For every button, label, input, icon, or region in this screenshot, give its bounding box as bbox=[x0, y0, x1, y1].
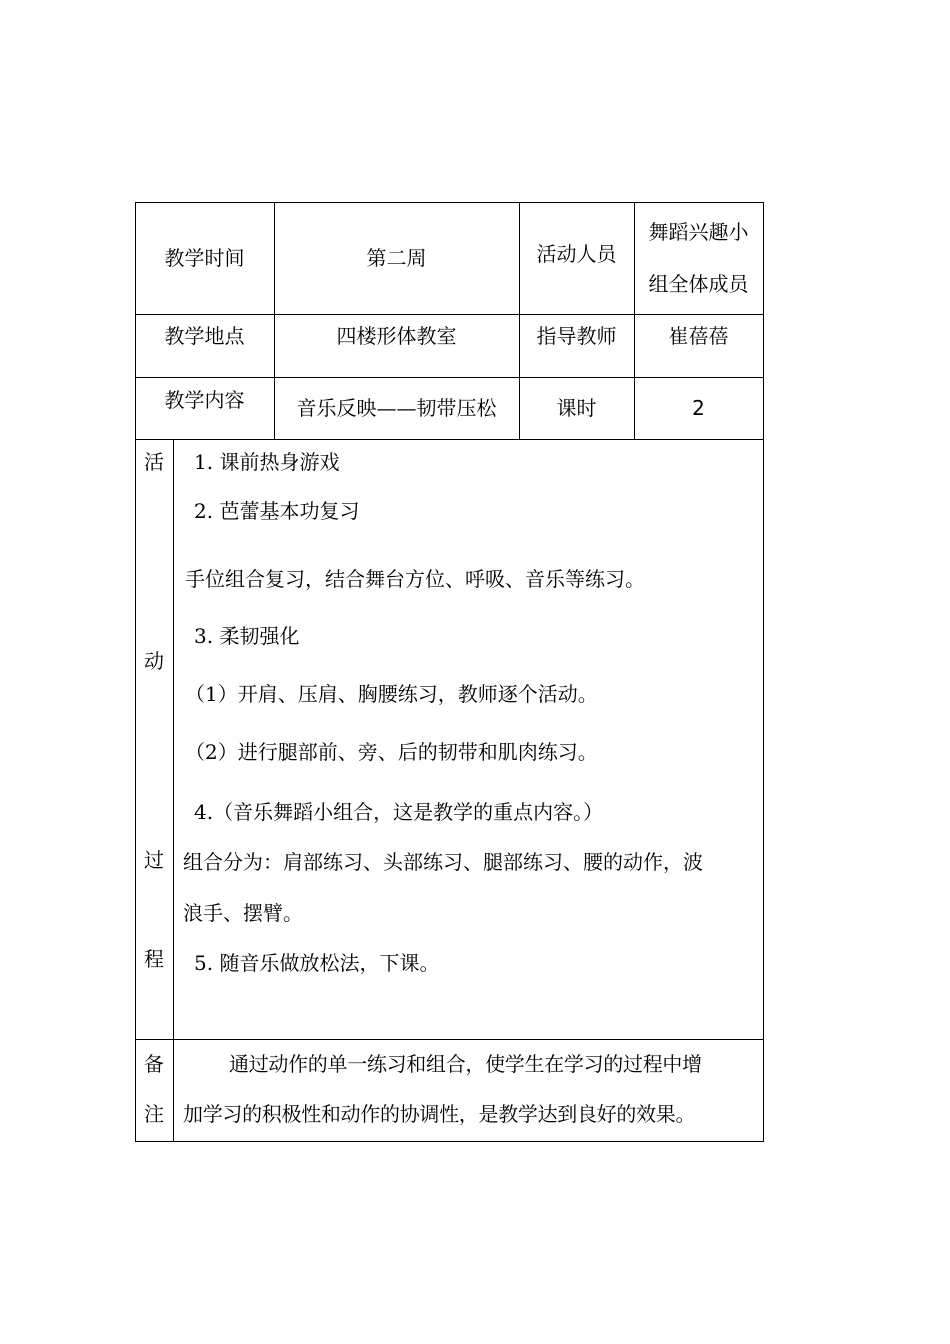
process-line: 4.（音乐舞蹈小组合，这是教学的重点内容。） bbox=[194, 800, 604, 824]
class-hours-value: 2 bbox=[692, 396, 705, 420]
process-line: （2）进行腿部前、旁、后的韧带和肌肉练习。 bbox=[185, 740, 598, 764]
process-side-label-char: 过 bbox=[144, 848, 164, 872]
teaching-place-value: 四楼形体教室 bbox=[336, 324, 457, 348]
row-divider bbox=[135, 1039, 764, 1040]
teaching-time-label: 教学时间 bbox=[164, 246, 245, 270]
instructor-label: 指导教师 bbox=[536, 324, 617, 348]
remarks-side-label-char: 备 bbox=[144, 1052, 164, 1076]
participants-value-line2: 组全体成员 bbox=[648, 272, 749, 296]
table-border-right bbox=[763, 202, 764, 1142]
remarks-side-label-char: 注 bbox=[144, 1102, 164, 1126]
lesson-plan-table bbox=[135, 202, 764, 1142]
teaching-place-label: 教学地点 bbox=[164, 324, 245, 348]
process-line: 2. 芭蕾基本功复习 bbox=[194, 499, 360, 523]
process-line: （1）开肩、压肩、胸腰练习，教师逐个活动。 bbox=[185, 682, 598, 706]
process-line: 浪手、摆臂。 bbox=[183, 901, 303, 925]
process-line: 1. 课前热身游戏 bbox=[194, 450, 340, 474]
process-side-label-char: 动 bbox=[144, 649, 164, 673]
remarks-line: 加学习的积极性和动作的协调性，是教学达到良好的效果。 bbox=[183, 1102, 696, 1126]
teaching-time-value: 第二周 bbox=[366, 246, 427, 270]
instructor-value: 崔蓓蓓 bbox=[668, 324, 729, 348]
table-border-bottom bbox=[135, 1141, 764, 1142]
process-side-label-char: 活 bbox=[144, 450, 164, 474]
class-hours-label: 课时 bbox=[556, 396, 597, 420]
participants-label: 活动人员 bbox=[536, 242, 617, 266]
process-line: 组合分为：肩部练习、头部练习、腿部练习、腰的动作，波 bbox=[183, 850, 703, 874]
row-divider bbox=[135, 439, 764, 440]
teaching-content-label: 教学内容 bbox=[164, 388, 245, 412]
process-line: 3. 柔韧强化 bbox=[194, 624, 300, 648]
column-divider bbox=[173, 439, 174, 1141]
participants-value bbox=[634, 202, 763, 314]
process-side-label-char: 程 bbox=[144, 947, 164, 971]
participants-value-line1: 舞蹈兴趣小 bbox=[648, 220, 749, 244]
process-line: 手位组合复习，结合舞台方位、呼吸、音乐等练习。 bbox=[185, 567, 645, 591]
remarks-line: 通过动作的单一练习和组合，使学生在学习的过程中增 bbox=[229, 1052, 702, 1076]
teaching-content-value: 音乐反映——韧带压松 bbox=[296, 396, 497, 420]
process-line: 5. 随音乐做放松法，下课。 bbox=[194, 951, 440, 975]
